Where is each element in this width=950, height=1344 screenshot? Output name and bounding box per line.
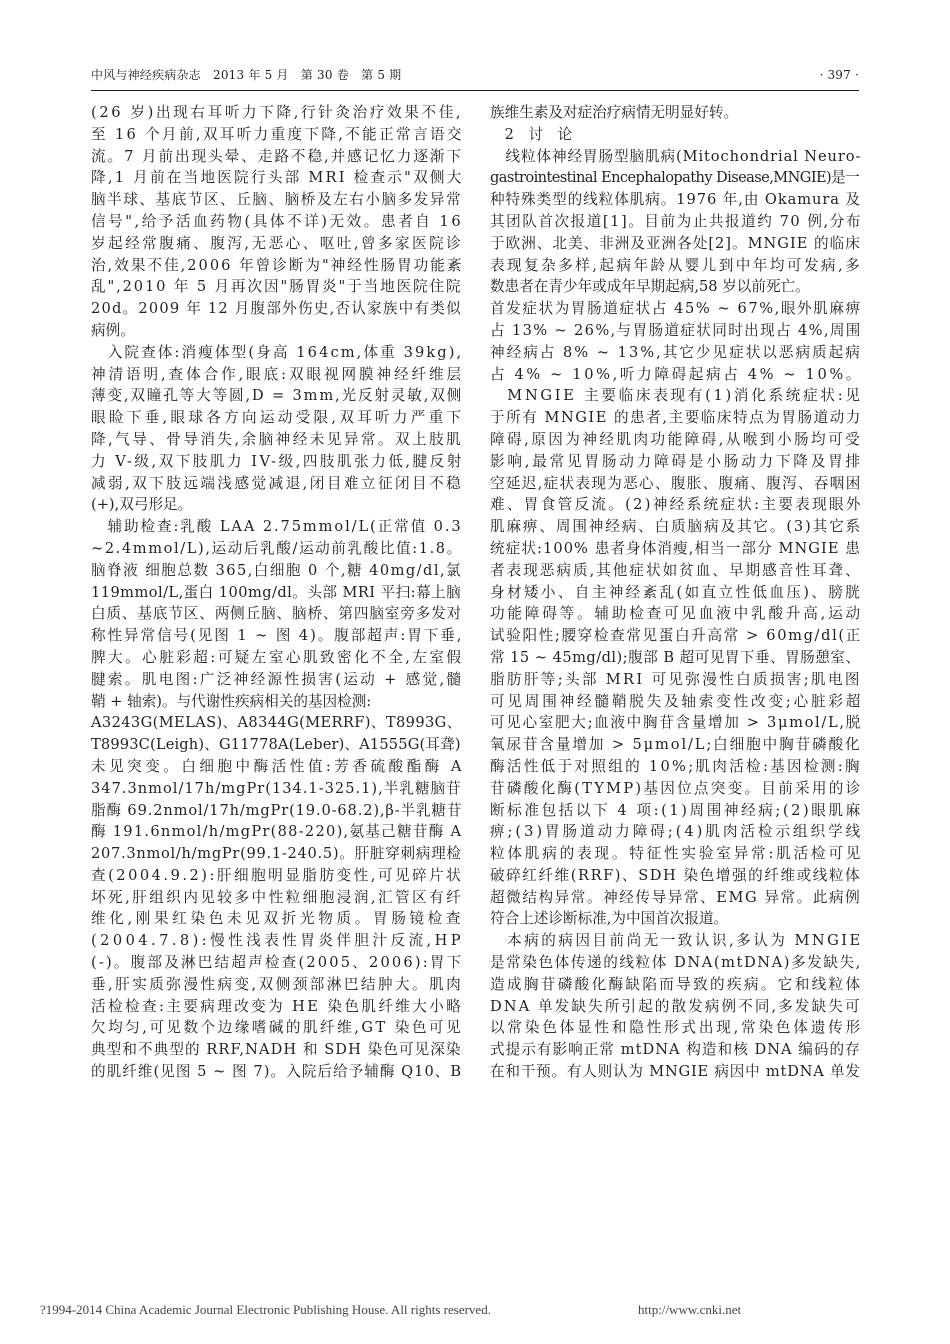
text-line: 超微结构异常。神经传导异常、EMG 异常。此病例 [490, 888, 862, 906]
text-line: 信号",给予活血药物(具体不详)无效。患者自 16 [91, 212, 464, 230]
text-line: 入院查体:消瘦体型(身高 164cm,体重 39kg), [91, 343, 464, 361]
text-line: 眼睑下垂,眼球各方向运动受限,双耳听力严重下 [91, 409, 465, 427]
text-line: 坏死,肝组织内见较多中性粒细胞浸润,汇管区有纤 [91, 888, 464, 906]
text-line: 肌麻痹、周围神经病、白质脑病及其它。(3)其它系 [490, 518, 863, 536]
text-line: (-)。腹部及淋巴结超声检查(2005、2006):胃下 [91, 954, 464, 972]
text-line: 降,1 月前在当地医院行头部 MRI 检查示"双侧大 [91, 169, 464, 187]
text-line: 酶活性低于对照组的 10%;肌肉活检:基因检测:胸 [490, 757, 862, 775]
text-line: 以常染色体显性和隐性形式出现,常染色体遗传形 [490, 1019, 863, 1037]
text-line: 造成胸苷磷酸化酶缺陷而导致的疾病。它和线粒体 [490, 975, 863, 993]
text-line: 至 16 个月前,双耳听力重度下降,不能正常言语交 [91, 125, 464, 143]
text-line: 减弱,双下肢远端浅感觉减退,闭目难立征闭目不稳 [91, 474, 464, 492]
text-line: 岁起经常腹痛、腹泻,无恶心、呕吐,曾多家医院诊 [91, 234, 464, 252]
text-line: 氧尿苷含量增加 > 5μmol/L;白细胞中胸苷磷酸化 [490, 736, 862, 754]
text-line: 病例。 [91, 321, 135, 339]
text-line: 辅助检查:乳酸 LAA 2.75mmol/L(正常值 0.3 [91, 518, 463, 536]
text-line: 痹;(3)胃肠道动力障碍;(4)肌肉活检示组织学线 [490, 823, 864, 841]
text-line: 腱索。肌电图:广泛神经源性损害(运动 + 感觉,髓 [91, 670, 464, 688]
text-line: 式提示有影响正常 mtDNA 构造和核 DNA 编码的存 [490, 1041, 861, 1059]
text-line: ~2.4mmol/L),运动后乳酸/运动前乳酸比值:1.8。 [91, 539, 463, 557]
text-line: 常 15 ~ 45mg/dl);腹部 B 超可见胃下垂、胃肠憩室、 [490, 648, 861, 666]
text-line: 者表现恶病质,其他症状如贫血、早期感音性耳聋、 [490, 561, 862, 579]
text-line: 2 讨 论 [490, 125, 573, 143]
right-column [490, 102, 864, 1083]
text-line: 脾大。心脏彩超:可疑左室心肌致密化不全,左室假 [91, 648, 464, 666]
page-number: · 397 · [819, 68, 859, 82]
text-line: (2004.7.8):慢性浅表性胃炎伴胆汁反流,HP [91, 932, 465, 950]
text-line: 20d。2009 年 12 月腹部外伤史,否认家族中有类似 [91, 300, 462, 318]
text-line: 乱",2010 年 5 月再次因"肠胃炎"于当地医院住院 [91, 278, 463, 296]
text-line: 破碎红纤维(RRF)、SDH 染色增强的纤维或线粒体 [490, 866, 862, 884]
copyright-notice: ?1994-2014 China Academic Journal Electronic Publishing House. All rights reserved. [40, 1302, 491, 1317]
text-line: 可见周围神经髓鞘脱失及轴索变性改变;心脏彩超 [490, 692, 864, 710]
text-line: 207.3nmol/h/mgPr(99.1-240.5)。肝脏穿刺病理检 [91, 845, 462, 863]
text-line: 白质、基底节区、两侧丘脑、脑桥、第四脑室旁多发对 [91, 605, 463, 623]
text-line: 称性异常信号(见图 1 ~ 图 4)。腹部超声:胃下垂, [91, 627, 464, 645]
text-line: DNA 单发缺失所引起的散发病例不同,多发缺失可 [490, 997, 862, 1015]
text-line: 垂,肝实质弥漫性病变,双侧颈部淋巴结肿大。肌肉 [91, 975, 464, 993]
text-line: 神经病占 8% ~ 13%,其它少见症状以恶病质起病 [490, 343, 862, 361]
text-line: 影响,最常见胃肠动力障碍是小肠动力下降及胃排 [490, 452, 863, 470]
text-line: 力 V-级,双下肢肌力 IV-级,四肢肌张力低,腱反射 [91, 452, 464, 470]
text-line: 鞘 + 轴索)。与代谢性疾病相关的基因检测: [91, 692, 372, 710]
text-line: 粒体肌病的表现。特征性实验室异常:肌活检可见 [490, 845, 864, 863]
text-line: 表现复杂多样,起病年龄从婴儿到中年均可发病,多 [490, 256, 863, 274]
text-line: 薄变,双瞳孔等大等圆,D = 3mm,光反射灵敏,双侧 [91, 387, 464, 405]
text-line: T8993C(Leigh)、G11778A(Leber)、A1555G(耳聋) [91, 736, 461, 754]
text-line: 未见突变。白细胞中酶活性值:芳香硫酸酯酶 A [91, 757, 465, 775]
text-line: 活检检查:主要病理改变为 HE 染色肌纤维大小略 [91, 997, 464, 1015]
text-line: 查(2004.9.2):肝细胞明显脂肪变性,可见碎片状 [91, 866, 464, 884]
text-line: 种特殊类型的线粒体肌病。1976 年,由 Okamura 及 [490, 191, 861, 209]
text-line: 功能障碍等。辅助检查可见血液中乳酸升高,运动 [490, 605, 863, 623]
running-header [91, 66, 859, 84]
text-line: 酶 191.6nmol/h/mgPr(88-220),氨基己糖苷酶 A [91, 823, 463, 841]
text-line: 典型和不典型的 RRF,NADH 和 SDH 染色可见深染 [91, 1041, 462, 1059]
text-line: 难、胃食管反流。(2)神经系统症状:主要表现眼外 [490, 496, 863, 514]
text-line: (+),双弓形足。 [91, 496, 193, 514]
text-line: 障碍,原因为神经肌肉功能障碍,从喉到小肠均可受 [490, 430, 863, 448]
text-line: 试验阳性;腰穿检查常见蛋白升高常 > 60mg/dl(正 [490, 627, 862, 645]
text-line: 占 13% ~ 26%,与胃肠道症状同时出现占 4%,周围 [490, 321, 862, 339]
text-line: 于欧洲、北美、非洲及亚洲各处[2]。MNGIE 的临床 [490, 234, 861, 252]
text-line: 的肌纤维(见图 5 ~ 图 7)。入院后给予辅酶 Q10、B [91, 1063, 463, 1081]
text-line: 119mmol/L,蛋白 100mg/dl。头部 MRI 平扫:幕上脑 [91, 583, 462, 601]
text-line: 可见心室肥大;血液中胸苷含量增加 > 3μmol/L,脱 [490, 714, 862, 732]
text-line: 断标准包括以下 4 项:(1)周围神经病;(2)眼肌麻 [490, 801, 863, 819]
text-line: 线粒体神经胃肠型脑肌病(Mitochondrial Neuro- [490, 147, 862, 165]
text-line: 本病的病因目前尚无一致认识,多认为 MNGIE [490, 932, 863, 950]
text-line: 是常染色体传递的线粒体 DNA(mtDNA)多发缺失, [490, 954, 862, 972]
text-line: 身材矮小、自主神经紊乱(如直立性低血压)、膀胱 [490, 583, 863, 601]
text-line: 治,效果不佳,2006 年曾诊断为"神经性肠胃功能紊 [91, 256, 464, 274]
text-line: 首发症状为胃肠道症状占 45% ~ 67%,眼外肌麻痹 [490, 300, 862, 318]
text-line: 族维生素及对症治疗病情无明显好转。 [490, 104, 739, 121]
text-line: 在和干预。有人则认为 MNGIE 病因中 mtDNA 单发 [490, 1063, 861, 1081]
text-line: 空延迟,症状表现为恶心、腹胀、腹痛、腹泻、吞咽困 [490, 474, 862, 492]
text-line: 脂酶 69.2nmol/17h/mgPr(19.0-68.2),β-半乳糖苷 [91, 801, 463, 819]
text-line: 符合上述诊断标准,为中国首次报道。 [490, 910, 729, 928]
text-line: 347.3nmol/17h/mgPr(134.1-325.1),半乳糖脑苷 [91, 779, 462, 797]
text-line: 神清语明,查体合作,眼底:双眼视网膜神经纤维层 [91, 365, 464, 383]
header-rule [91, 90, 859, 91]
text-line: 维化,刚果红染色未见双折光物质。胃肠镜检查 [91, 910, 465, 928]
text-line: gastrointestinal Encephalopathy Disease,MNGIE)是一 [490, 169, 860, 187]
text-line: 欠均匀,可见数个边缘嗜碱的肌纤维,GT 染色可见 [91, 1019, 464, 1037]
text-line: 流。7 月前出现头晕、走路不稳,并感记忆力逐渐下 [91, 147, 463, 165]
text-line: 脂肪肝等;头部 MRI 可见弥漫性白质损害;肌电图 [490, 670, 862, 688]
text-line: 数患者在青少年或成年早期起病,58 岁以前死亡。 [490, 278, 810, 296]
page-footer [40, 1302, 900, 1318]
text-line: 脑脊液 细胞总数 365,白细胞 0 个,糖 40mg/dl,氯 [91, 561, 463, 579]
text-line: (26 岁)出现右耳听力下降,行针灸治疗效果不佳, [91, 104, 464, 121]
text-line: 脑半球、基底节区、丘脑、脑桥及左右小脑多发异常 [91, 191, 463, 209]
text-line: 降,气导、骨导消失,余脑神经未见异常。双上肢肌 [91, 430, 464, 448]
text-line: 占 4% ~ 10%,听力障碍起病占 4% ~ 10%。 [490, 365, 864, 383]
text-line: MNGIE 主要临床表现有(1)消化系统症状:见 [490, 387, 863, 405]
journal-title: 中风与神经疾病杂志 2013 年 5 月 第 30 卷 第 5 期 [91, 68, 402, 82]
footer-url[interactable]: http://www.cnki.net [638, 1302, 742, 1317]
text-line: 苷磷酸化酶(TYMP)基因位点突变。目前采用的诊 [490, 779, 863, 797]
text-line: A3243G(MELAS)、A8344G(MERRF)、T8993G、 [91, 714, 462, 732]
text-line: 其团队首次报道[1]。目前为止共报道约 70 例,分布 [490, 212, 862, 230]
text-line: 统症状:100% 患者身体消瘦,相当一部分 MNGIE 患 [490, 539, 861, 557]
left-column [91, 102, 465, 1083]
text-line: 于所有 MNGIE 的患者,主要临床特点为胃肠道动力 [490, 409, 862, 427]
